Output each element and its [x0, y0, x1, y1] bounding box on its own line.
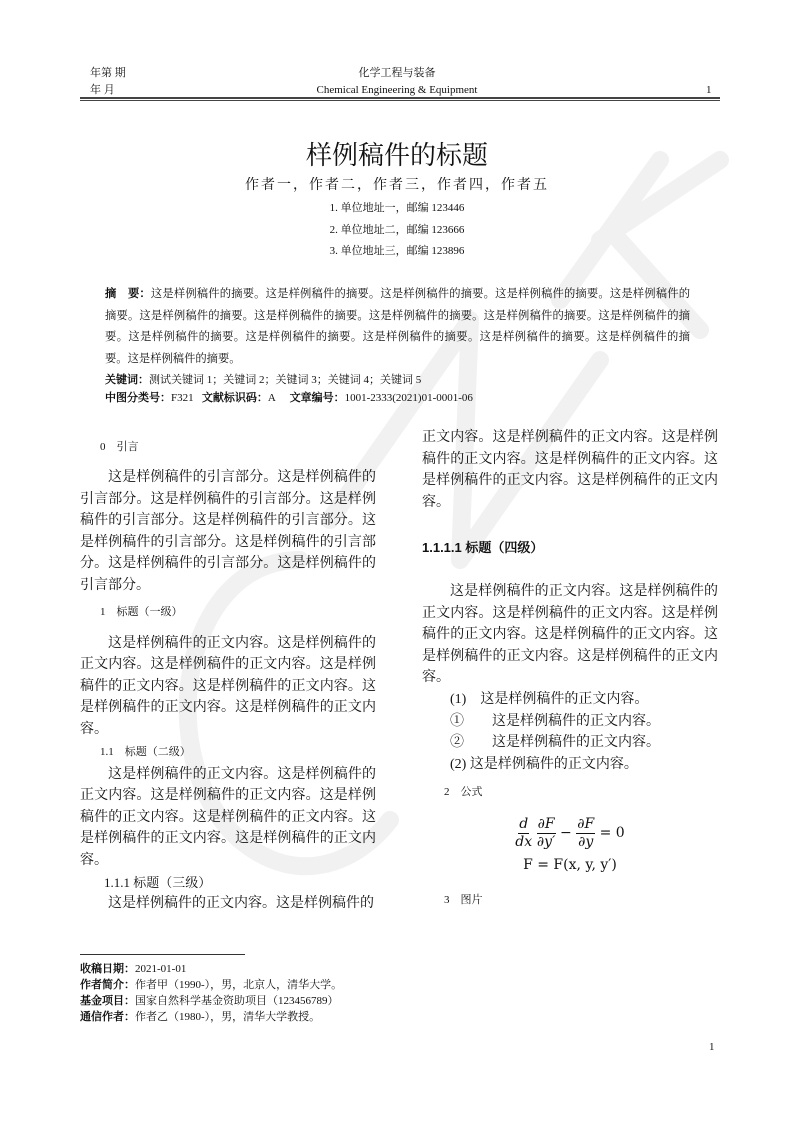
list-item: ① 这是样例稿件的正文内容。	[450, 713, 660, 729]
keywords-label: 关键词：	[105, 373, 149, 386]
section-heading-formula: 2 公式	[444, 786, 483, 799]
abstract-text: 这是样例稿件的摘要。这是样例稿件的摘要。这是样例稿件的摘要。这是样例稿件的摘要。这是样例稿件的摘要。这是样例稿件的摘要。这是样例稿件的摘要。这是样例稿件的摘要。这是样例稿件的摘要。这是样例稿件的摘要。这是样例稿件的摘要。这是样例稿件的摘要。这是样例稿件的摘要。这是样例稿件的摘要。这是样例稿件的摘要。这是样例稿件的摘要。	[105, 288, 690, 365]
keywords-text: 测试关键词 1；关键词 2；关键词 3；关键词 4；关键词 5	[149, 374, 422, 386]
paragraph-2: 这是样例稿件的正文内容。这是样例稿件的正文内容。这是样例稿件的正文内容。这是样例稿件的正文内容。这是样例稿件的正文内容。这是样例稿件的正文内容。这是样例稿件的正文内容。	[80, 766, 376, 868]
intro-paragraph: 这是样例稿件的引言部分。这是样例稿件的引言部分。这是样例稿件的引言部分。这是样例稿件的引言部分。这是样例稿件的引言部分。这是样例稿件的引言部分。这是样例稿件的引言部分。这是样例稿件的引言部分。这是样例稿件的引言部分。	[80, 470, 376, 593]
page-number: 1	[709, 1041, 715, 1053]
footnote-received: 收稿日期：2021-01-01	[80, 962, 187, 975]
paragraph-3-continued: 正文内容。这是样例稿件的正文内容。这是样例稿件的正文内容。这是样例稿件的正文内容。这是样例稿件的正文内容。这是样例稿件的正文内容。	[422, 430, 718, 510]
paper-title: 样例稿件的标题	[305, 141, 488, 171]
paragraph-4: 这是样例稿件的正文内容。这是样例稿件的正文内容。这是样例稿件的正文内容。这是样例稿件的正文内容。这是样例稿件的正文内容。这是样例稿件的正文内容。这是样例稿件的正文内容。	[422, 583, 718, 686]
abstract-label: 摘 要：	[105, 287, 151, 300]
header-page: 1	[706, 84, 712, 96]
footnote-funding: 基金项目：国家自然科学基金资助项目（123456789）	[80, 994, 339, 1007]
doc-code-value: A	[267, 392, 276, 404]
footnote-corresponding: 通信作者：作者乙（1980-），男，清华大学教授。	[80, 1010, 321, 1023]
footnotes	[80, 961, 342, 1025]
header-issue: 年第 期	[90, 67, 126, 79]
right-column	[422, 427, 718, 909]
heading-level-1: 1 标题（一级）	[100, 605, 183, 618]
paragraph-1: 这是样例稿件的正文内容。这是样例稿件的正文内容。这是样例稿件的正文内容。这是样例稿件的正文内容。这是样例稿件的正文内容。这是样例稿件的正文内容。这是样例稿件的正文内容。	[80, 635, 376, 737]
heading-level-2: 1.1 标题（二级）	[100, 745, 191, 758]
paragraph-3-start: 这是样例稿件的正文内容。这是样例稿件的	[108, 896, 374, 912]
equation-euler-lagrange: $\frac{d}{dx}$ $\frac{\partial F}{\partial y'}$ − $\frac{\partial F}{\partial y}$ = 0	[515, 815, 625, 850]
affiliation-3: 3. 单位地址三，邮编 123896	[329, 245, 465, 257]
affiliation-2: 2. 单位地址二，邮编 123666	[329, 224, 465, 236]
heading-level-4: 1.1.1.1 标题（四级）	[422, 540, 544, 556]
classification	[105, 389, 473, 407]
journal-name-cn: 化学工程与装备	[358, 67, 436, 79]
header-month: 年 月	[90, 84, 115, 96]
section-heading-intro: 0 引言	[100, 441, 139, 453]
clc-value: F321	[171, 392, 194, 404]
journal-name-en: Chemical Engineering & Equipment	[316, 84, 478, 96]
list-item: (2) 这是样例稿件的正文内容。	[450, 756, 638, 772]
heading-level-3: 1.1.1 标题（三级）	[104, 874, 212, 890]
keywords	[105, 371, 421, 389]
footnote-author-bio: 作者简介：作者甲（1990-），男，北京人，清华大学。	[80, 978, 343, 991]
list-item: ② 这是样例稿件的正文内容。	[450, 735, 660, 751]
list-item: (1) 这是样例稿件的正文内容。	[450, 691, 649, 707]
affiliation-1: 1. 单位地址一，邮编 123446	[329, 202, 465, 214]
section-heading-figure: 3 图片	[444, 893, 483, 906]
left-column	[80, 438, 376, 915]
article-no-label: 文章编号：	[289, 391, 345, 404]
footnote-rule	[80, 954, 245, 955]
abstract	[105, 283, 690, 370]
article-no-value: 1001-2333(2021)01-0001-06	[344, 392, 473, 404]
doc-code-label: 文献标识码：	[201, 391, 268, 404]
header-rule	[80, 97, 720, 101]
clc-label: 中图分类号：	[105, 391, 171, 404]
equation-f-definition: F = F(x, y, y′)	[523, 857, 617, 874]
authors: 作者一，作者二，作者三，作者四，作者五	[245, 178, 549, 193]
